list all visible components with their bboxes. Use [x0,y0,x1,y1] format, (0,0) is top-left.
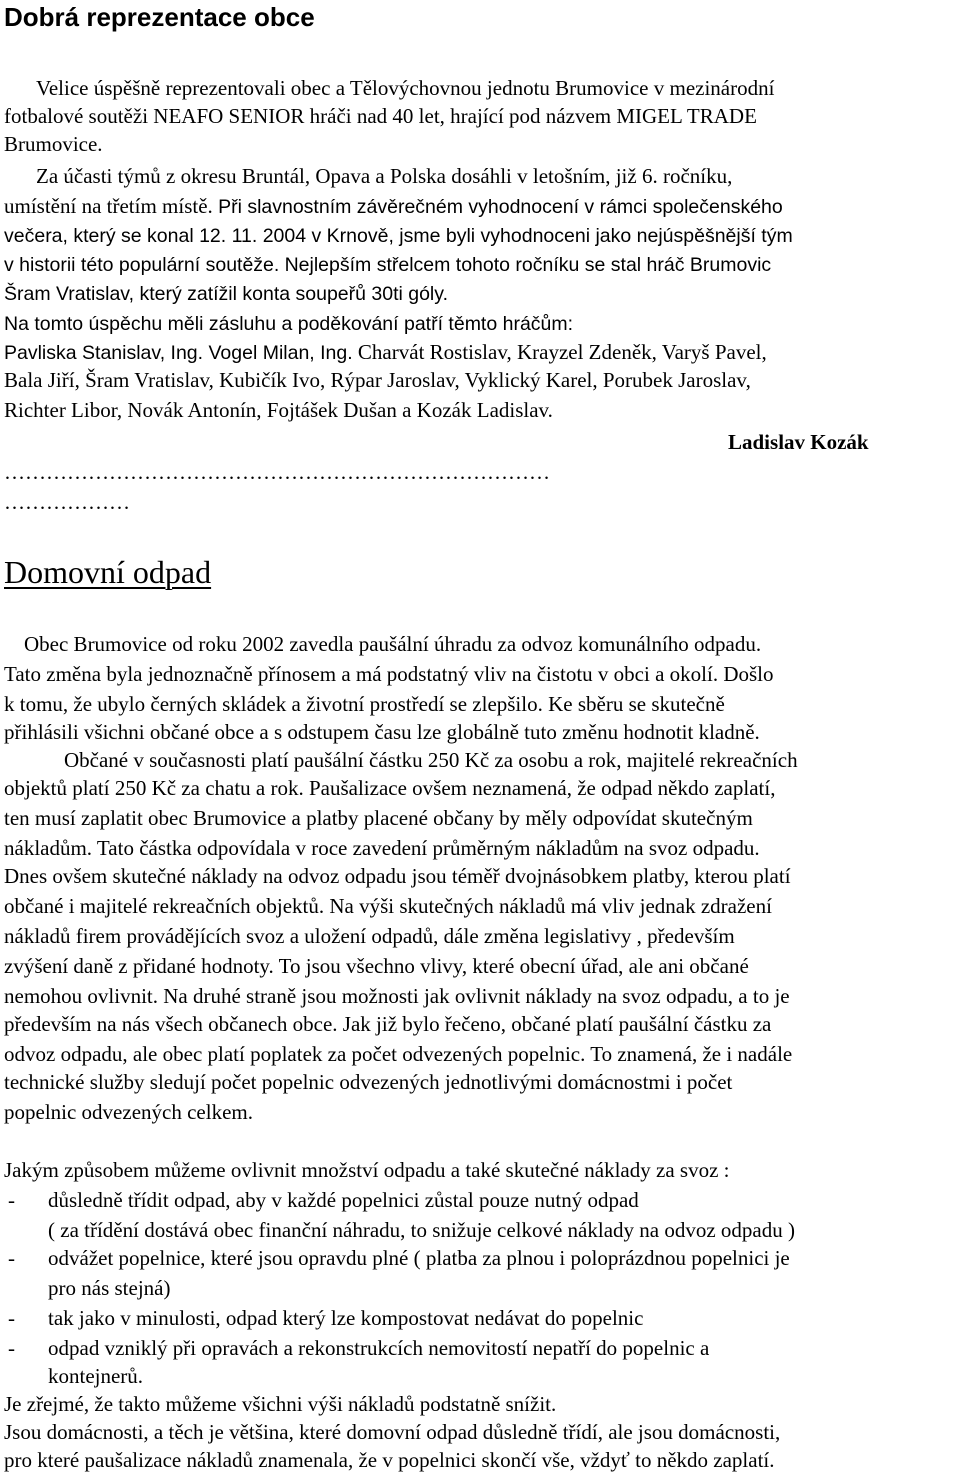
conclusion-line: pro které paušalizace nákladů znamenala, že v popelnici skončí vše, vždyť to někdo zaplatí. [4,1448,775,1472]
paragraph-line: technické služby sledují počet popelnic odvezených jednotlivými domácnostmi i počet [4,1070,733,1094]
list-dash: - [8,1306,15,1330]
list-item-note: ( za třídění dostává obec finanční náhradu, to snižuje celkové náklady na odvoz odpadu ) [48,1218,795,1242]
paragraph-line: ten musí zaplatit obec Brumovice a platby placené občany by měly odpovídat skutečným [4,806,753,830]
list-item: odvážet popelnice, které jsou opravdu plné ( platba za plnou i poloprázdnou popelnici je [48,1246,790,1270]
text-span: Nejlepším střelcem tohoto ročníku se stal hráč Brumovic [284,254,772,276]
paragraph-line: nákladům. Tato částka odpovídala v roce zavedení průměrným nákladům na svoz odpadu. [4,836,760,860]
paragraph-line: Bala Jiří, Šram Vratislav, Kubičík Ivo, Rýpar Jaroslav, Vyklický Karel, Porubek Jaroslav, [4,368,751,392]
paragraph-line: Na tomto úspěchu měli zásluhu a poděkování patří těmto hráčům: [4,313,574,335]
paragraph-line: přihlásili všichni občané obce a s odstupem času lze globálně tuto změnu hodnotit kladně. [4,720,760,744]
paragraph-line: Brumovice. [4,132,103,156]
paragraph-line: objektů platí 250 Kč za chatu a rok. Paušalizace ovšem neznamená, že odpad někdo zaplatí, [4,776,776,800]
paragraph-line: večera, který se konal 12. 11. 2004 v Krnově, jsme byli vyhodnoceni jako nejúspěšnější tým [4,225,793,247]
list-dash: - [8,1188,15,1212]
conclusion-line: Je zřejmé, že takto můžeme všichni výši nákladů podstatně snížit. [4,1392,557,1416]
dotted-separator: …………………………………………………………………… [4,460,550,484]
paragraph-line: Dnes ovšem skutečné náklady na odvoz odpadu jsou téměř dvojnásobkem platby, kterou platí [4,864,791,888]
conclusion-line: Jsou domácnosti, a těch je většina, které domovní odpad důsledně třídí, ale jsou domácnosti, [4,1420,781,1444]
text-span: Charvát Rostislav, Krayzel Zdeněk, Varyš Pavel, [357,340,767,364]
paragraph-line: občané i majitelé rekreačních objektů. Na výši skutečných nákladů má vliv jednak zdražení [4,894,772,918]
article-title-domovni-odpad: Domovní odpad [4,554,212,590]
paragraph-line: popelnic odvezených celkem. [4,1100,253,1124]
list-item-continued: kontejnerů. [48,1364,144,1388]
paragraph-line: k tomu, že ubylo černých skládek a životní prostředí se zlepšilo. Ke sběru se skutečně [4,692,725,716]
list-item: odpad vzniklý při opravách a rekonstrukcích nemovitostí nepatří do popelnic a [48,1336,710,1360]
list-item: důsledně třídit odpad, aby v každé popelnici zůstal pouze nutný odpad [48,1188,639,1212]
paragraph-line: fotbalové soutěži NEAFO SENIOR hráči nad 40 let, hrající pod názvem MIGEL TRADE [4,104,757,128]
list-dash: - [8,1336,15,1360]
paragraph-line: Tato změna byla jednoznačně přínosem a má podstatný vliv na čistotu v obci a okolí. Došlo [4,662,774,686]
paragraph-line: Obec Brumovice od roku 2002 zavedla paušální úhradu za odvoz komunálního odpadu. [24,632,762,656]
paragraph-line: Občané v současnosti platí paušální částku 250 Kč za osobu a rok, majitelé rekreačních [64,748,798,772]
list-item: tak jako v minulosti, odpad který lze kompostovat nedávat do popelnic [48,1306,644,1330]
text-span: v historii této populární soutěže. [4,254,280,276]
paragraph-line: Velice úspěšně reprezentovali obec a Tělovýchovnou jednotu Brumovice v mezinárodní [36,76,775,100]
text-span: umístění na třetím místě. [4,194,213,218]
author-signature: Ladislav Kozák [728,430,869,454]
paragraph-line: nemohou ovlivnit. Na druhé straně jsou možnosti jak ovlivnit náklady na svoz odpadu, a to je [4,984,790,1008]
paragraph-line: Richter Libor, Novák Antonín, Fojtášek Dušan a Kozák Ladislav. [4,398,553,422]
paragraph-line: nákladů firem provádějících svoz a uložení odpadů, dále změna legislativy , především [4,924,735,948]
article-title-reprezentace: Dobrá reprezentace obce [4,2,315,32]
paragraph-line: Šram Vratislav, který zatížil konta soupeřů 30ti góly. [4,283,448,305]
dotted-separator: ……………… [4,490,130,514]
list-intro: Jakým způsobem můžeme ovlivnit množství odpadu a také skutečné náklady za svoz : [4,1158,730,1182]
paragraph-line [4,338,767,367]
text-span: Při slavnostním závěrečném vyhodnocení v rámci společenského [218,196,783,218]
list-dash: - [8,1246,15,1270]
paragraph-line: zvýšení daně z přidané hodnoty. To jsou všechno vlivy, které obecní úřad, ale ani občané [4,954,749,978]
list-item-continued: pro nás stejná) [48,1276,171,1300]
paragraph-line: především na nás všech občanech obce. Jak již bylo řečeno, občané platí paušální částku za [4,1012,772,1036]
paragraph-line [4,250,771,279]
text-span: Pavliska Stanislav, Ing. Vogel Milan, Ing. [4,342,353,364]
paragraph-line: Za účasti týmů z okresu Bruntál, Opava a Polska dosáhli v letošním, již 6. ročníku, [36,164,733,188]
paragraph-line: odvoz odpadu, ale obec platí poplatek za počet odvezených popelnic. To znamená, že i nadále [4,1042,793,1066]
paragraph-line [4,192,783,221]
